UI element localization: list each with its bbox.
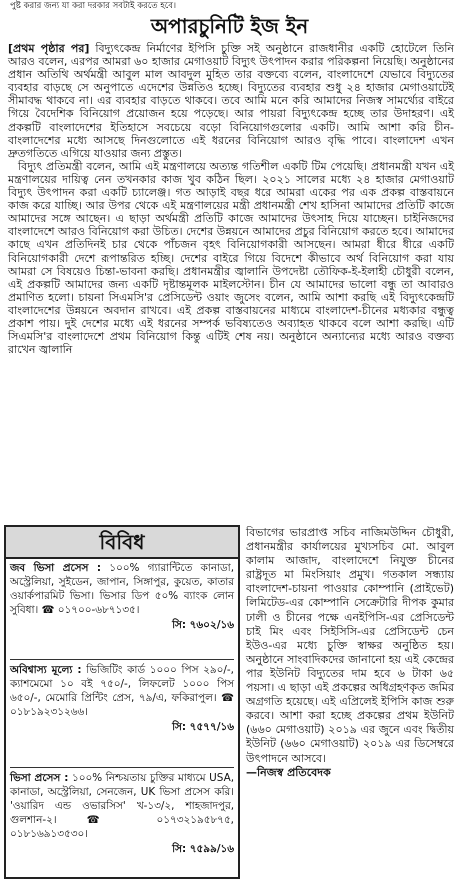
- classifieds-header: বিবিধ: [6, 527, 238, 559]
- classified-ad: [10, 663, 234, 734]
- continuation-text: বিভাগের ভারপ্রাপ্ত সচিব নাজিমউদ্দিন চৌধুরী, প্রধানমন্ত্রীর কার্যালয়ের মুখ্যসচিব মো. আবুল কালাম আজাদ, বাংলাদেশে নিযুক্ত চীনের রাষ্ট্রদূত মা মিংসিয়াং প্রমুখ। গতকাল সন্ধ্যায় বাংলাদেশ-চায়না পাওয়ার কোম্পানি (প্রাইভেট) লিমিটেড-এর কোম্পানি সেক্রেটারি দীপক কুমার ঢালী ও চীনের পক্ষে এনইপিসি-এর প্রেসিডেন্ট চাই মিং এবং সিইসিসি-এর প্রেসিডেন্ট চেন ইউও-এর মধ্যে চুক্তি স্বাক্ষর অনুষ্ঠিত হয়। অনুষ্ঠানে সাংবাদিকদের জানানো হয় এই কেন্দ্রের পার ইউনিট বিদ্যুতের দাম হবে ৬ টাকা ৬৫ পয়সা। এ ছাড়া এই প্রকল্পের অধিগ্রহণকৃত জমির অগ্রগতি হয়েছে। এই এপ্রিলেই ইপিসি কাজ শুরু করবে। আশা করা হচ্ছে প্রকল্পের প্রথম ইউনিট (৬৬০ মেগাওয়াট) ২০১৯ এর জুনে এবং দ্বিতীয় ইউনিট (৬৬০ মেগাওয়াট) ২০১৯ এর ডিসেম্বরে উৎপাদনে আসবে।: [246, 526, 454, 765]
- classified-ad: [10, 561, 234, 632]
- ad-lead: জব ভিসা প্রসেস :: [10, 562, 102, 574]
- ad-ref: সি: ৭৫৭৭/১৬: [172, 721, 234, 733]
- ad-text: ১০০% গ্যারান্টিতে কানাডা, অস্ট্রেলিয়া, সুইডেন, জাপান, সিঙ্গাপুর, কুয়েত, কাতার ওয়ার্কপারমিট ভিসা। ভিসার ডিপ ৫০% ব্যাংক লোন সুবিধা। ☎ ০১৭০০-৬৮৭১৩৫।: [10, 562, 234, 616]
- jump-label: [প্রথম পৃষ্ঠার পর]: [8, 42, 90, 55]
- article-headline: অপারচুনিটি ইজ ইন: [150, 14, 309, 38]
- previous-article-tail: পুষ্ট করার জন্য যা করা দরকার সবটাই করতে হবে।: [10, 1, 176, 11]
- ad-ref: সি: ৭৫৯৯/১৬: [172, 843, 234, 855]
- ad-divider: [10, 767, 234, 768]
- classified-ad: [10, 771, 234, 856]
- ad-text: ১০০% নিশ্চয়তায় চুক্তির মাধ্যমে USA, কানাডা, অস্ট্রেলিয়া, সেনজেন, UK ভিসা প্রসেস করি। 'ওয়ারিদ এন্ড ওভারসিস' খ-১৩/২, শাহজাদপুর, গুলশান-২। ☎ ০১৭৩২১৯৫৮৭৫, ০১৮১৬৯১৩৫৩০।: [10, 772, 234, 840]
- article-body: [8, 42, 454, 356]
- ad-text: ভিজিটিং কার্ড ১০০০ পিস ২৯০/-, ক্যাশমেমো ১০ বই ৭৫০/-, লিফলেট ১০০০ পিস ৬৫০/-, মেমোরি প্রিন্টিং প্রেস, ৭৯/এ, ফকিরাপুল। ☎ ০১৮১৯২৩১২৬৬।: [10, 664, 234, 718]
- classifieds-box: [4, 525, 240, 879]
- article-paragraph: বিদ্যুৎ প্রতিমন্ত্রী বলেন, আমি এই মন্ত্রণালয়ে অত্যন্ত গতিশীল একটি টিম পেয়েছি। প্রধানমন্ত্রী যখন এই মন্ত্রণালয়ের দায়িত্ব নেন তখনকার কাজ খুব কঠিন ছিল। ২০২১ সালের মধ্যে ২৪ হাজার মেগাওয়াট বিদ্যুৎ উৎপাদন করা একটি চ্যালেঞ্জ। গত আড়াই বছর ধরে আমরা একের পর এক প্রকল্প বাস্তবায়নে কাজ করে যাচ্ছি। আর উপর থেকে এই মন্ত্রণালয়ের মন্ত্রী প্রধানমন্ত্রী শেখ হাসিনা আমাদের প্রতিটি কাজে আমাদের সঙ্গে আছেন। এ ছাড়া অর্থমন্ত্রী প্রতিটি কাজে আমাদের উৎসাহ দিয়ে যাচ্ছেন। চাইনিজদের বাংলাদেশে আরও বিনিয়োগ করা উচিত। দেশের উন্নয়নে আমাদের প্রচুর বিনিয়োগ করতে হবে। আমাদের কাছে এখন প্রতিদিনই চার থেকে পাঁচজন বৃহৎ বিনিয়োগকারী আসছেন। আমরা ধীরে ধীরে একটি বিনিয়োগকারী দেশে রূপান্তরিত হচ্ছি। দেশের বাইরে গিয়ে বিদেশে কীভাবে অর্থ বিনিয়োগ করা যায় আমরা সে বিষয়েও চিন্তা-ভাবনা করছি। প্রধানমন্ত্রীর জ্বালানি উপদেষ্টা তৌফিক-ই-ইলাহী চৌধুরী বলেন, এই প্রকল্পটি আমাদের জন্য একটি দৃষ্টান্তমূলক মাইলস্টোন। চীন যে আমাদের ভালো বন্ধু তা আবারও প্রমাণিত হলো। চায়না সিএমসি'র প্রেসিডেন্ট ওয়াং জুসেং বলেন, আমি আশা করছি এই বিদ্যুৎকেন্দ্রটি বাংলাদেশের উন্নয়নে অবদান রাখবে। এই প্রকল্প বাস্তবায়নের মাধ্যমে বাংলাদেশ-চীনের মধ্যকার বন্ধুত্ব প্রকাশ পায়। দুই দেশের মধ্যে এই ধরনের সম্পর্ক ভবিষ্যতেও অব্যাহত থাকবে বলে আশা করছি। এটি সিএমসি'র বাংলাদেশে প্রথম বিনিয়োগ কিন্তু এটিই শেষ নয়। অনুষ্ঠানে অন্যান্যের মধ্যে আরও বক্তব্য রাখেন জ্বালানি: [8, 159, 455, 357]
- article-paragraph: [8, 42, 454, 160]
- article-continuation: [246, 526, 454, 780]
- ad-lead: অবিশ্বাস্য মূল্যে :: [10, 664, 82, 676]
- ad-divider: [10, 659, 234, 660]
- paragraph-text: বিদ্যুৎকেন্দ্র নির্মাণের ইপিসি চুক্তি সই অনুষ্ঠানে রাজধানীর একটি হোটেলে তিনি আরও বলেন, এরপর আমরা ৬০ হাজার মেগাওয়াট বিদ্যুৎ উৎপাদন করার পরিকল্পনা নিয়েছি। অনুষ্ঠানের প্রধান অতিথি অর্থমন্ত্রী আবুল মাল আবদুল মুহিত তার বক্তব্যে বলেন, বাংলাদেশে যেভাবে বিদ্যুতের ব্যবহার বাড়ছে সে অনুপাতে এদেশের উন্নতিও হচ্ছে। বিদ্যুতের ব্যবহার শুধু ২৪ হাজার মেগাওয়াটেই সীমাবদ্ধ থাকবে না। এর ব্যবহার বাড়তে থাকবে। তবে আমি মনে করি আমাদের নিজস্ব সামর্থ্যের বাইরে গিয়ে বৈদেশিক বিনিয়োগ প্রয়োজন হয়ে পড়েছে। আর পায়রা বিদ্যুৎকেন্দ্র হচ্ছে তার উদাহরণ। এই প্রকল্পটি বাংলাদেশের ইতিহাসে সবচেয়ে বড়ো বিনিয়োগগুলোর একটি। আমি আশা করি চীন-বাংলাদেশের মধ্যে আসছে দিনগুলোতে এই ধরনের বিনিয়োগ আরও বৃদ্ধি পাবে। বাংলাদেশ এখন দ্রুতগতিতে এগিয়ে যাওয়ার জন্য প্রস্তুত।: [8, 42, 454, 160]
- ad-ref: সি: ৭৬০২/১৬: [172, 619, 234, 631]
- ad-lead: ভিসা প্রসেস :: [10, 772, 69, 784]
- byline: —নিজস্ব প্রতিবেদক: [246, 765, 331, 779]
